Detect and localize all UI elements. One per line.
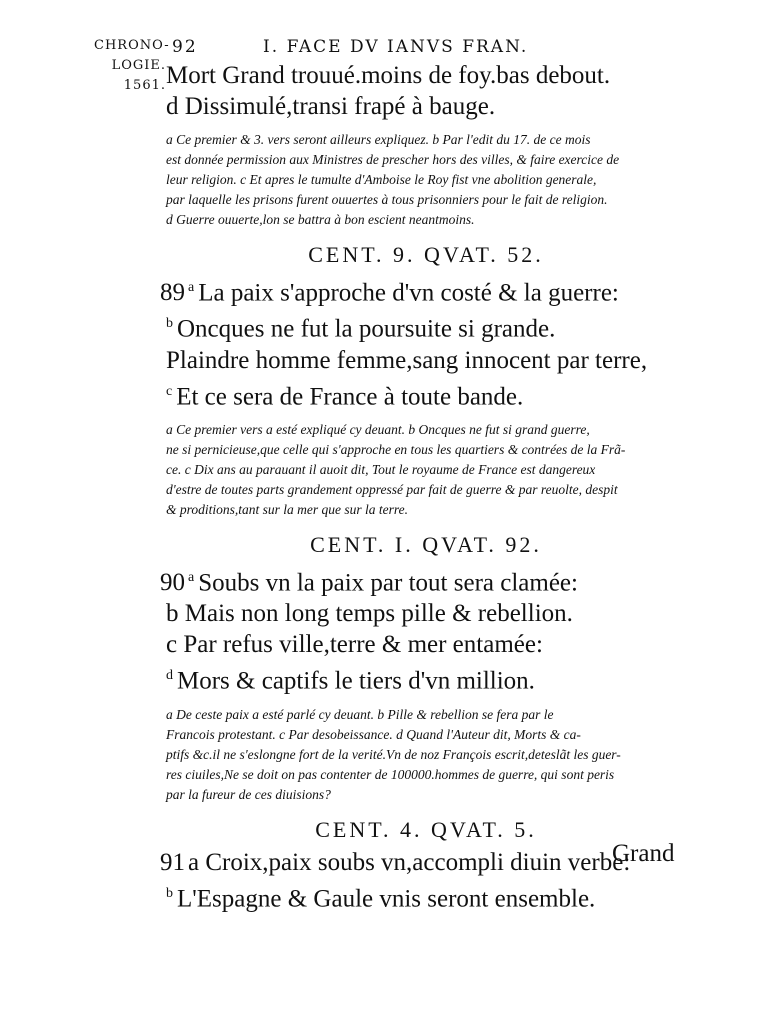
note-marker: b	[166, 885, 173, 901]
running-title: I. FACE DV IANVS FRAN.	[263, 37, 529, 57]
verse-line	[166, 60, 686, 91]
verse-line	[166, 878, 686, 914]
note-line: par laquelle les prisons furent ouuertes à tous prisonniers pour le fait de religion.	[166, 192, 608, 207]
note-line: ptifs &c.il ne s'eslongne fort de la verité.Vn de noz François escrit,deteslãt les guer-	[166, 746, 621, 762]
verse-line	[166, 345, 686, 376]
note-marker: a	[188, 280, 195, 295]
note-line: d Guerre ouuerte,lon se battra à bon escient neantmoins.	[166, 212, 475, 227]
note-line: a Ce premier & 3. vers seront ailleurs expliquez. b Par l'edit du 17. de ce mois	[166, 132, 591, 147]
verse-text: a Croix,paix soubs vn,accompli diuin verbe:	[188, 848, 631, 876]
note-line: d'estre de toutes parts grandement oppressé par fait de guerre & par reuolte, despit	[166, 481, 618, 497]
quatrain-heading: CENT. 4. QVAT. 5.	[315, 816, 537, 842]
quatrain-heading: CENT. I. QVAT. 92.	[310, 531, 542, 557]
verse-line	[166, 376, 686, 412]
catchword: Grand	[612, 840, 675, 867]
note-line: ce. c Dix ans au parauant il auoit dit, Tout le royaume de France est dangereux	[166, 461, 596, 477]
commentary-note	[166, 130, 686, 230]
verse-text: Mors & captifs le tiers d'vn million.	[177, 667, 535, 695]
margin-line: LOGIE.	[111, 58, 166, 73]
note-line: & proditions,tant sur la mer que sur la terre.	[166, 501, 409, 517]
note-marker: b	[166, 316, 173, 332]
quatrain-number: 89	[160, 279, 185, 307]
note-line: res ciuiles,Ne se doit on pas contenter de 100000.hommes de guerre, qui sont peris	[166, 766, 615, 782]
note-line: a Ce premier vers a esté expliqué cy deuant. b Oncques ne fut si grand guerre,	[166, 421, 590, 437]
verse-text: Plaindre homme femme,sang innocent par terre,	[166, 346, 648, 374]
quatrain-number: 91	[160, 848, 185, 876]
verse-line	[160, 562, 686, 598]
verse-line	[166, 629, 686, 660]
verse-text: c Par refus ville,terre & mer entamée:	[166, 631, 543, 659]
note-line: par la fureur de ces diuisions?	[166, 786, 331, 802]
commentary-note	[166, 420, 686, 520]
verse-line	[160, 847, 686, 878]
note-line: Francois protestant. c Par desobeissance. d Quand l'Auteur dit, Morts & ca-	[166, 726, 581, 742]
note-line: a De ceste paix a esté parlé cy deuant. b Pille & rebellion se fera par le	[166, 706, 554, 722]
running-head	[172, 36, 612, 58]
verse-line	[160, 272, 686, 308]
verse-text: b Mais non long temps pille & rebellion.	[166, 600, 573, 628]
verse-text: d Dissimulé,transi frapé à bauge.	[166, 93, 496, 120]
note-marker: d	[166, 668, 173, 684]
note-line: est donnée permission aux Ministres de prescher hors des villes, & faire exercice de	[166, 152, 620, 167]
margin-note	[94, 36, 170, 96]
quatrain-number: 90	[160, 569, 185, 597]
page-body	[160, 60, 686, 914]
note-marker: a	[188, 569, 195, 585]
margin-line: 1561.	[123, 78, 166, 93]
page-number: 92	[172, 37, 198, 57]
note-line: leur religion. c Et apres le tumulte d'Amboise le Roy fist vne abolition generale,	[166, 172, 597, 187]
verse-text: Et ce sera de France à toute bande.	[176, 382, 524, 410]
verse-text: L'Espagne & Gaule vnis seront ensemble.	[177, 884, 596, 912]
note-marker: c	[166, 383, 173, 399]
verse-line	[166, 598, 686, 629]
note-line: ne si pernicieuse,que celle qui s'approche en tous les quartiers & contrées de la Frã-	[166, 441, 626, 457]
verse-text: La paix s'approche d'vn costé & la guerre:	[198, 279, 619, 307]
commentary-note	[166, 705, 686, 805]
verse-text: Mort Grand trouué.moins de foy.bas debout.	[166, 62, 611, 89]
verse-text: Soubs vn la paix par tout sera clamée:	[198, 569, 578, 597]
verse-line	[166, 91, 686, 122]
verse-text: Oncques ne fut la poursuite si grande.	[177, 315, 556, 343]
margin-line: CHRONO-	[94, 38, 170, 53]
verse-line	[166, 308, 686, 344]
quatrain-heading: CENT. 9. QVAT. 52.	[308, 242, 544, 267]
verse-line	[166, 660, 686, 696]
